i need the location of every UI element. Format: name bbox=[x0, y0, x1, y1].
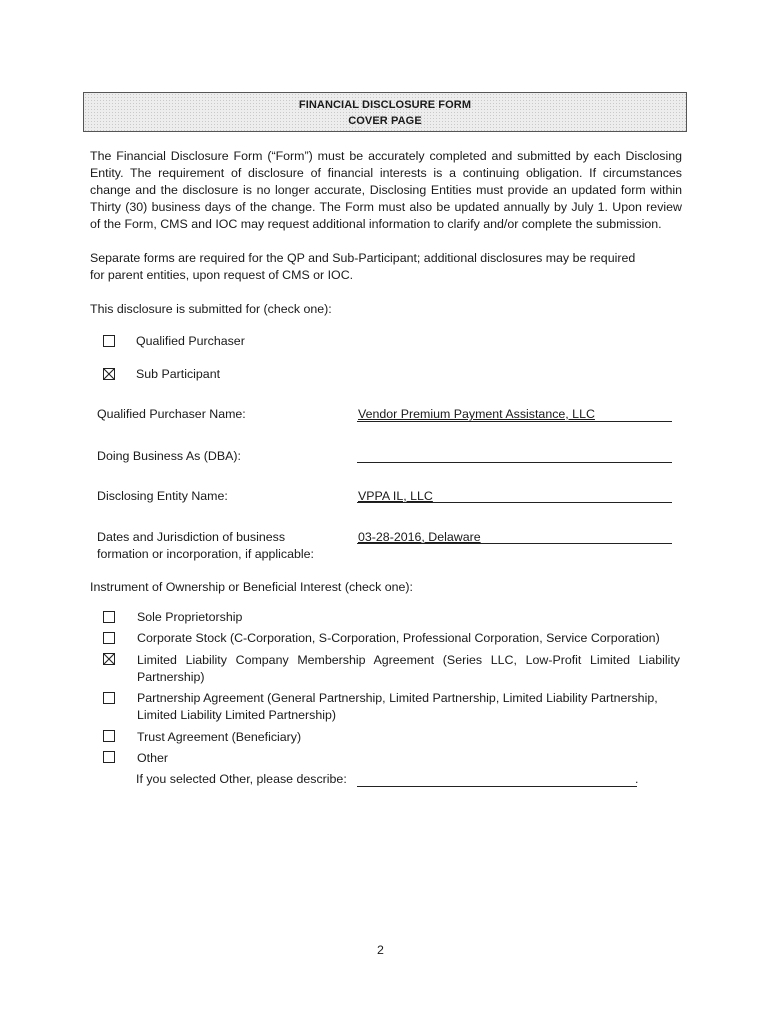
form-subtitle: COVER PAGE bbox=[348, 115, 422, 127]
intro-line: of the Form, CMS and IOC may request additional information to clarify and/or complete the submission. bbox=[90, 217, 662, 231]
partnership-agreement-checkbox[interactable] bbox=[103, 692, 115, 704]
qualified-purchaser-checkbox[interactable] bbox=[103, 335, 115, 347]
partnership-agreement-label-line2: Limited Liability Limited Partnership) bbox=[137, 708, 337, 722]
other-checkbox[interactable] bbox=[103, 751, 115, 763]
dates-label-line1: Dates and Jurisdiction of business bbox=[97, 530, 286, 544]
sole-proprietorship-label: Sole Proprietorship bbox=[137, 610, 243, 624]
check-x-icon bbox=[104, 369, 114, 379]
dba-label: Doing Business As (DBA): bbox=[97, 449, 241, 463]
trust-agreement-checkbox[interactable] bbox=[103, 730, 115, 742]
dba-field-line[interactable] bbox=[357, 462, 672, 463]
other-label: Other bbox=[137, 751, 168, 765]
page-number: 2 bbox=[377, 943, 384, 957]
entity-name-label: Disclosing Entity Name: bbox=[97, 489, 228, 503]
intro-line: The Financial Disclosure Form (“Form”) must be accurately completed and submitted by each Disclosing bbox=[90, 149, 682, 163]
other-describe-end: . bbox=[635, 772, 639, 786]
separate-forms-paragraph bbox=[90, 250, 682, 284]
submitted-for-prompt: This disclosure is submitted for (check one): bbox=[90, 302, 332, 316]
qp-name-value[interactable]: Vendor Premium Payment Assistance, LLC bbox=[358, 407, 595, 421]
partnership-agreement-label-line1: Partnership Agreement (General Partnership, Limited Partnership, Limited Liability Partnership, bbox=[137, 691, 658, 705]
dates-value[interactable]: 03-28-2016, Delaware bbox=[358, 530, 481, 544]
llc-membership-label-line2: Partnership) bbox=[137, 670, 205, 684]
llc-membership-checkbox[interactable] bbox=[103, 653, 115, 665]
form-title: FINANCIAL DISCLOSURE FORM bbox=[298, 99, 472, 111]
qualified-purchaser-label: Qualified Purchaser bbox=[136, 334, 245, 348]
corporate-stock-label: Corporate Stock (C-Corporation, S-Corporation, Professional Corporation, Service Corporation) bbox=[137, 631, 660, 645]
sub-participant-checkbox[interactable] bbox=[103, 368, 115, 380]
sole-proprietorship-checkbox[interactable] bbox=[103, 611, 115, 623]
sub-participant-label: Sub Participant bbox=[136, 367, 221, 381]
form-title-box bbox=[83, 92, 687, 132]
llc-membership-label-line1: Limited Liability Company Membership Agreement (Series LLC, Low-Profit Limited Liability bbox=[137, 653, 680, 667]
intro-line: change and the disclosure is no longer accurate, Disclosing Entities must provide an updated form within bbox=[90, 183, 682, 197]
entity-name-value[interactable]: VPPA IL, LLC bbox=[358, 489, 433, 503]
separate-line: Separate forms are required for the QP and Sub-Participant; additional disclosures may be required bbox=[90, 251, 636, 265]
intro-line: Thirty (30) business days of the change. The Form must also be updated annually by July 1. Upon review bbox=[90, 200, 682, 214]
other-describe-prompt: If you selected Other, please describe: bbox=[136, 772, 347, 786]
trust-agreement-label: Trust Agreement (Beneficiary) bbox=[137, 730, 302, 744]
separate-line: for parent entities, upon request of CMS or IOC. bbox=[90, 268, 354, 282]
dates-label-line2: formation or incorporation, if applicable: bbox=[97, 547, 314, 561]
qp-name-label: Qualified Purchaser Name: bbox=[97, 407, 246, 421]
instrument-prompt: Instrument of Ownership or Beneficial Interest (check one): bbox=[90, 580, 413, 594]
intro-paragraph bbox=[90, 148, 682, 233]
intro-line: Entity. The requirement of disclosure of financial interests is a continuing obligation. If circumstances bbox=[90, 166, 682, 180]
other-describe-field-line[interactable] bbox=[357, 786, 637, 787]
corporate-stock-checkbox[interactable] bbox=[103, 632, 115, 644]
check-x-icon bbox=[104, 654, 114, 664]
